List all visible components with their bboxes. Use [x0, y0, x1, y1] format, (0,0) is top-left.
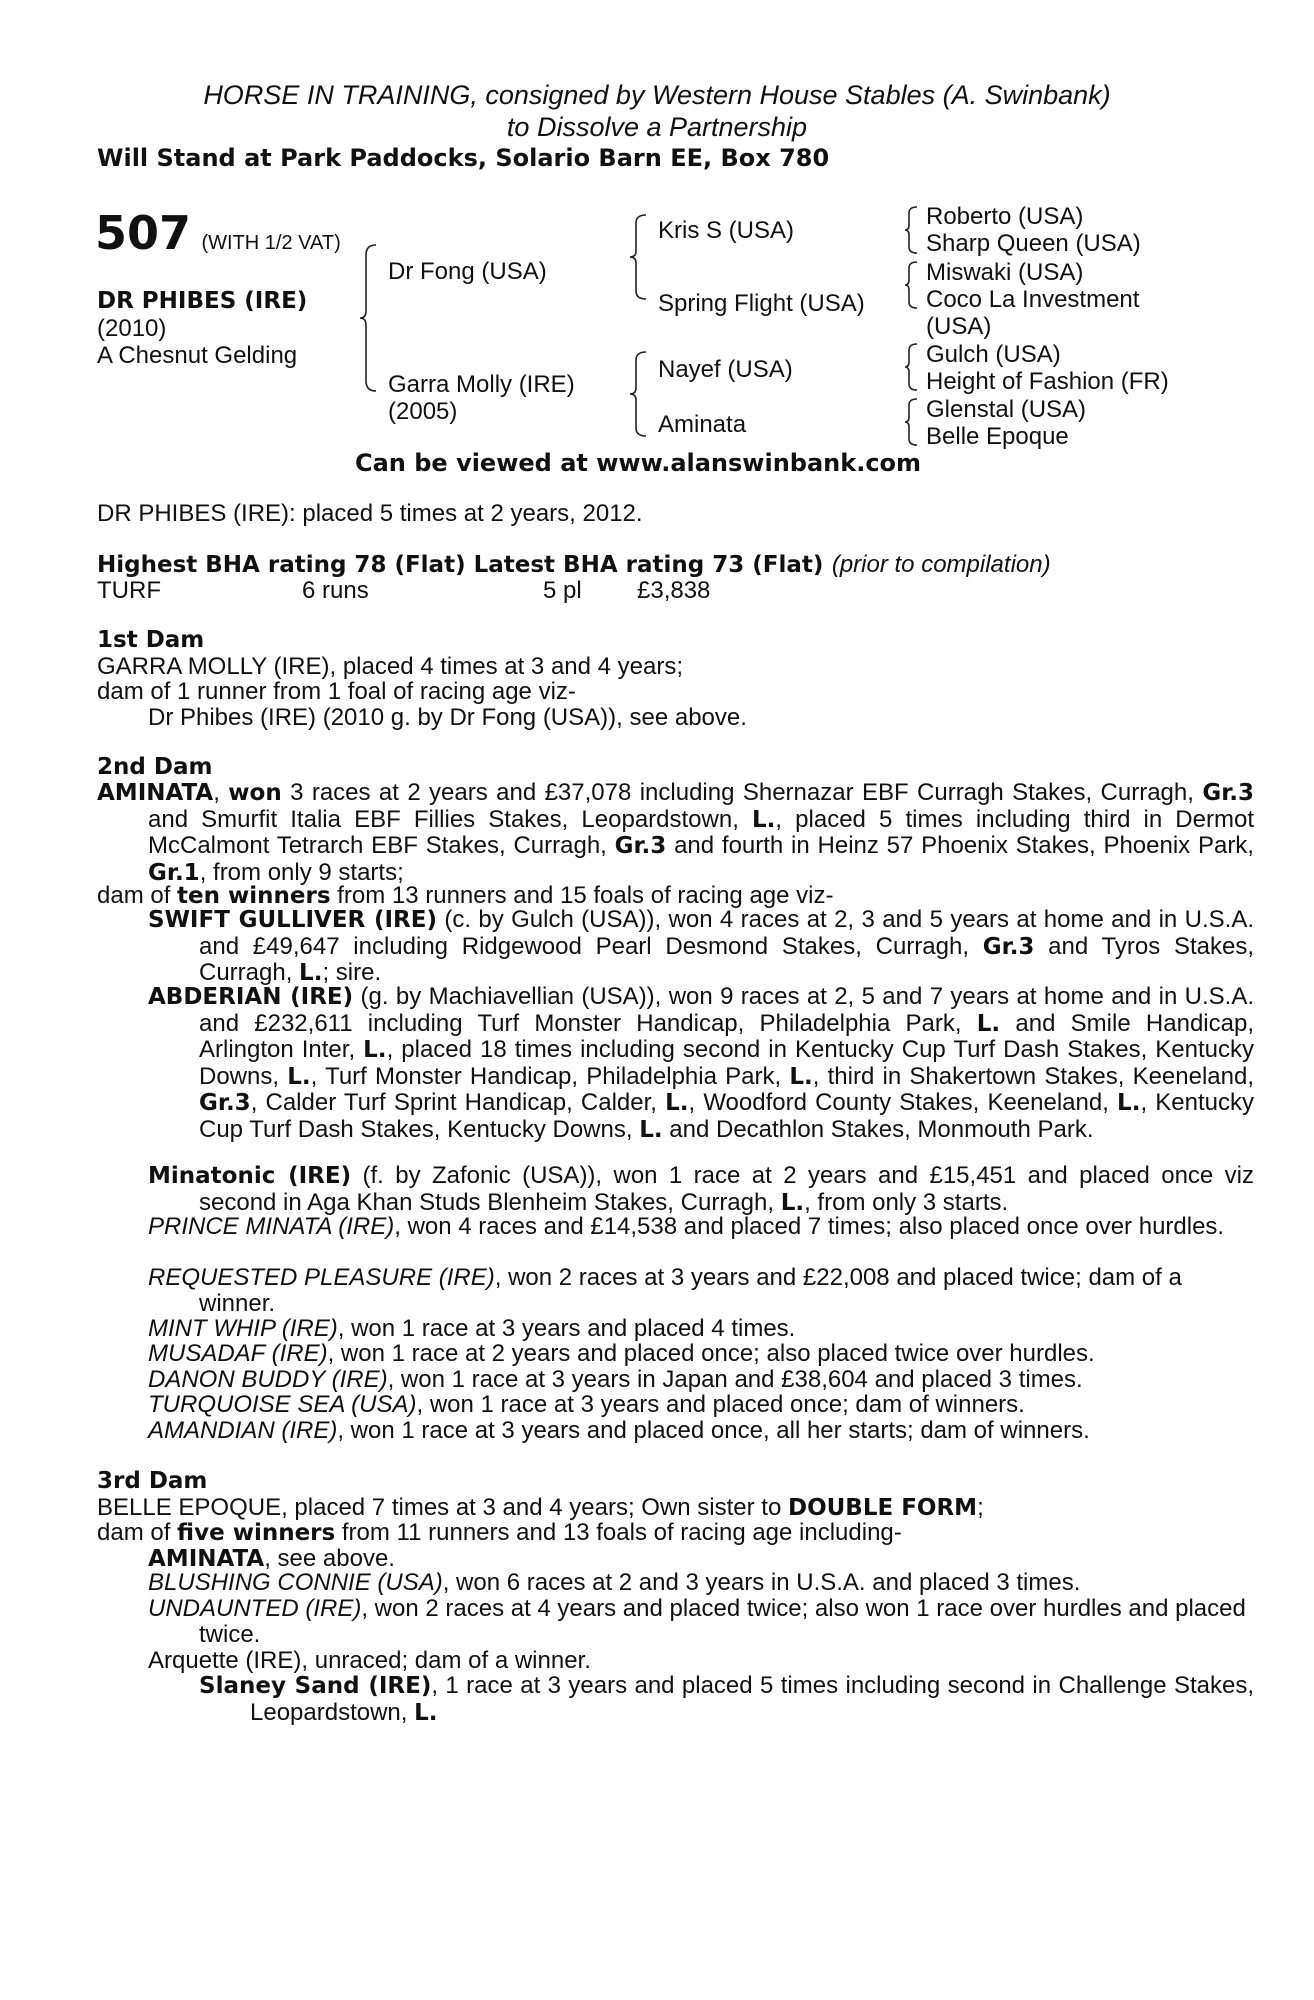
grade-3: Gr.3 [614, 833, 667, 859]
pedigree-brace-dam [632, 350, 652, 440]
header-line-3: Will Stand at Park Paddocks, Solario Barn EE, Box 780 [97, 144, 830, 172]
amandian-entry [148, 1418, 1203, 1444]
rating-surface: TURF [97, 577, 161, 604]
rating-placed: 5 pl [543, 577, 582, 604]
abd-text-5: , third in Shakertown Stakes, Keeneland, [812, 1062, 1255, 1090]
turquoise-sea-name: TURQUOISE SEA (USA) [148, 1391, 417, 1418]
listed: L. [287, 1063, 311, 1090]
lot-number: 507 [95, 206, 192, 260]
pedigree-g4a: Coco La Investment [926, 286, 1140, 313]
third-dam-text-1b: ; [977, 1494, 984, 1521]
aminata-text-4: and fourth in Heinz 57 Phoenix Stakes, Phoenix Park, [666, 832, 1254, 859]
aminata-text-2: and Smurfit Italia EBF Fillies Stakes, Leopardstown, [148, 805, 752, 833]
pedigree-g6: Height of Fashion (FR) [926, 368, 1169, 395]
pedigree-brace-g2 [905, 260, 921, 310]
third-dam-text-2b: from 11 runners and 13 foals of racing age including- [335, 1519, 902, 1546]
musa-text: , won 1 race at 2 years and placed once; also placed twice over hurdles. [327, 1340, 1095, 1367]
mint-whip-entry [148, 1316, 1203, 1342]
pedigree-brace-main [362, 243, 382, 393]
mint-text: , won 1 race at 3 years and placed 4 times. [337, 1315, 796, 1342]
arquette-entry: Arquette (IRE), unraced; dam of a winner. [148, 1647, 591, 1674]
listed: L. [789, 1063, 813, 1090]
pedigree-dam-dam: Aminata [658, 411, 747, 438]
listed: L. [299, 960, 323, 986]
listed: L. [665, 1090, 689, 1116]
aminata-entry: AMINATA, won 3 races at 2 years and £37,078 including Shernazar EBF Curragh Stakes, Curragh, Gr.3 and Smurfit Italia EBF Fillies Stakes, Leopardstown, L., placed 5 times including third in Dermot McCalmont Tetrarch EBF Stakes, Curragh, Gr.3 and fourth in Heinz 57 Phoenix Stakes, Phoenix Park, Gr.1, from only 9 starts; [97, 779, 1254, 886]
pedigree-dam: Garra Molly (IRE) [388, 371, 575, 398]
header-line-2: to Dissolve a Partnership [506, 112, 808, 142]
first-dam-line-1: GARRA MOLLY (IRE), placed 4 times at 3 and 4 years; [97, 653, 684, 680]
rating-earnings: £3,838 [637, 577, 711, 604]
pedigree-g4b: (USA) [926, 313, 992, 340]
abderian-entry [148, 984, 1254, 1143]
pedigree-sire: Dr Fong (USA) [388, 258, 547, 285]
aminata-text-1: 3 races at 2 years and £37,078 including Shernazar EBF Curragh Stakes, Curragh, [281, 779, 1203, 806]
third-dam-heading: 3rd Dam [97, 1468, 208, 1494]
listed: L. [414, 1699, 438, 1726]
pedigree-brace-g4 [905, 397, 921, 447]
danon-buddy-name: DANON BUDDY (IRE) [148, 1366, 388, 1393]
aminata-won: won [228, 780, 282, 806]
blushing-connie-name: BLUSHING CONNIE (USA) [148, 1569, 443, 1596]
und-text: , won 2 races at 4 years and placed twice; also won 1 race over hurdles and placed twice. [199, 1595, 1246, 1648]
double-form: DOUBLE FORM [787, 1495, 978, 1521]
abd-text-6: , Calder Turf Sprint Handicap, Calder, [250, 1089, 666, 1116]
first-dam-line-2: dam of 1 runner from 1 foal of racing age viz- [97, 678, 576, 705]
listed: L. [1117, 1090, 1141, 1116]
minatonic-entry [148, 1163, 1254, 1216]
grade-3: Gr.3 [199, 1090, 251, 1116]
five-winners: five winners [177, 1520, 336, 1546]
rating-runs: 6 runs [302, 577, 369, 604]
pedigree-g2: Sharp Queen (USA) [926, 230, 1141, 257]
pedigree-g3: Miswaki (USA) [926, 259, 1084, 286]
requested-pleasure-name: REQUESTED PLEASURE (IRE) [148, 1264, 495, 1291]
danon-text: , won 1 race at 3 years in Japan and £38,604 and placed 3 times. [387, 1366, 1083, 1393]
race-summary: DR PHIBES (IRE): placed 5 times at 2 years, 2012. [97, 500, 643, 527]
third-dam-text-2a: dam of [97, 1519, 178, 1546]
prince-text: , won 4 races and £14,538 and placed 7 times; also placed once over hurdles. [394, 1213, 1225, 1240]
first-dam-heading: 1st Dam [97, 627, 205, 653]
grade-3: Gr.3 [982, 933, 1035, 960]
undaunted-name: UNDAUNTED (IRE) [148, 1595, 362, 1622]
abd-text-3: , placed 18 times including second in Kentucky Cup Turf Dash Stakes, Kentucky Downs, [199, 1036, 1254, 1090]
musadaf-name: MUSADAF (IRE) [148, 1340, 328, 1367]
pedigree-sire-dam: Spring Flight (USA) [658, 290, 865, 317]
mint-whip-name: MINT WHIP (IRE) [148, 1315, 338, 1342]
viewed-online: Can be viewed at www.alanswinbank.com [355, 449, 922, 477]
lot-vat: (WITH 1/2 VAT) [201, 232, 341, 254]
aminata-ref-text: , see above. [264, 1545, 395, 1572]
minatonic-name: Minatonic (IRE) [148, 1163, 352, 1189]
aminata-name: AMINATA [97, 780, 214, 806]
lot-number-line [95, 206, 341, 260]
min-text-2: , from only 3 starts. [804, 1188, 1009, 1216]
amand-text: , won 1 race at 3 years and placed once, all her starts; dam of winners. [337, 1417, 1090, 1444]
horse-description: A Chesnut Gelding [97, 342, 298, 369]
amandian-name: AMANDIAN (IRE) [148, 1417, 338, 1444]
pedigree-g1: Roberto (USA) [926, 203, 1084, 230]
pedigree-sire-sire: Kris S (USA) [658, 217, 795, 244]
abd-text-9: and Decathlon Stakes, Monmouth Park. [662, 1115, 1094, 1143]
swift-text-3: ; sire. [322, 959, 382, 986]
listed: L. [780, 1189, 805, 1216]
swift-text-2: and Tyros Stakes, Curragh, [199, 932, 1254, 986]
abd-text-7: , Woodford County Stakes, Keeneland, [688, 1089, 1118, 1116]
blush-text: , won 6 races at 2 and 3 years in U.S.A. and placed 3 times. [442, 1569, 1081, 1596]
dam-of-text-1: dam of [97, 882, 178, 909]
horse-year: (2010) [97, 315, 167, 342]
dam-of-text-2: from 13 runners and 15 foals of racing age viz- [330, 882, 834, 909]
blushing-connie-entry [148, 1570, 1203, 1596]
rating-note: (prior to compilation) [831, 551, 1051, 578]
swift-gulliver-name: SWIFT GULLIVER (IRE) [148, 907, 437, 933]
grade-3: Gr.3 [1202, 780, 1254, 806]
aminata-text-5: , from only 9 starts; [199, 858, 404, 886]
pedigree-g7: Glenstal (USA) [926, 396, 1087, 423]
ten-winners: ten winners [177, 883, 331, 909]
min-text-1: (f. by Zafonic (USA)), won 1 race at 2 years and £15,451 and placed once viz second in Aga Khan Studs Blenheim Stakes, Curragh, [199, 1162, 1254, 1216]
aminata-text-3: , placed 5 times including third in Dermot McCalmont Tetrarch EBF Stakes, Curragh, [148, 805, 1254, 859]
aminata-ref-name: AMINATA [148, 1546, 265, 1572]
listed: L. [751, 806, 776, 833]
abd-text-8: , Kentucky Cup Turf Dash Stakes, Kentucky Downs, [199, 1089, 1254, 1143]
listed: L. [363, 1037, 387, 1063]
prince-minata-entry [148, 1214, 1254, 1240]
header-line-1: HORSE IN TRAINING, consigned by Western House Stables (A. Swinbank) [203, 80, 1111, 110]
rating-bha: Highest BHA rating 78 (Flat) Latest BHA rating 73 (Flat) [97, 552, 824, 578]
danon-buddy-entry [148, 1367, 1203, 1393]
pedigree-g8: Belle Epoque [926, 423, 1069, 450]
undaunted-entry [148, 1596, 1254, 1647]
listed: L. [976, 1010, 1001, 1037]
horse-name: DR PHIBES (IRE) [97, 288, 308, 314]
abd-text-4: , Turf Monster Handicap, Philadelphia Park, [310, 1062, 790, 1090]
swift-text-1: (c. by Gulch (USA)), won 4 races at 2, 3 and 5 years at home and in U.S.A. and £49,647 including Ridgewood Pearl Desmond Stakes, Curragh, [199, 906, 1254, 960]
pedigree-brace-g3 [905, 342, 921, 392]
slaney-sand-entry [199, 1673, 1254, 1726]
abderian-name: ABDERIAN (IRE) [148, 984, 354, 1010]
listed: L. [639, 1116, 663, 1143]
third-dam-line-1 [97, 1494, 984, 1522]
slaney-text: , 1 race at 3 years and placed 5 times including second in Challenge Stakes, Leopardstown, [250, 1672, 1254, 1726]
pedigree-g5: Gulch (USA) [926, 341, 1061, 368]
swift-gulliver-entry [148, 907, 1254, 987]
turquoise-sea-entry [148, 1392, 1203, 1418]
pedigree-dam-sire: Nayef (USA) [658, 356, 793, 383]
pedigree-brace-sire [632, 213, 652, 303]
req-text: , won 2 races at 3 years and £22,008 and placed twice; dam of a winner. [199, 1264, 1182, 1317]
third-dam-line-2 [97, 1519, 902, 1547]
slaney-sand-name: Slaney Sand (IRE) [199, 1673, 432, 1699]
grade-1: Gr.1 [148, 859, 200, 886]
rating-line [97, 551, 1051, 579]
pedigree-dam-year: (2005) [388, 398, 458, 425]
pedigree-brace-g1 [905, 205, 921, 255]
abd-text-1: (g. by Machiavellian (USA)), won 9 races at 2, 5 and 7 years at home and in U.S.A. and £232,611 including Turf Monster Handicap, Philadelphia Park, [199, 983, 1254, 1037]
second-dam-heading: 2nd Dam [97, 754, 213, 780]
requested-pleasure-entry [148, 1265, 1254, 1316]
musadaf-entry [148, 1341, 1203, 1367]
abd-text-2: and Smile Handicap, Arlington Inter, [199, 1009, 1254, 1063]
prince-minata-name: PRINCE MINATA (IRE) [148, 1213, 395, 1240]
third-dam-text-1a: BELLE EPOQUE, placed 7 times at 3 and 4 years; Own sister to [97, 1494, 788, 1521]
turq-text: , won 1 race at 3 years and placed once; dam of winners. [416, 1391, 1025, 1418]
first-dam-line-3: Dr Phibes (IRE) (2010 g. by Dr Fong (USA)), see above. [148, 704, 747, 731]
